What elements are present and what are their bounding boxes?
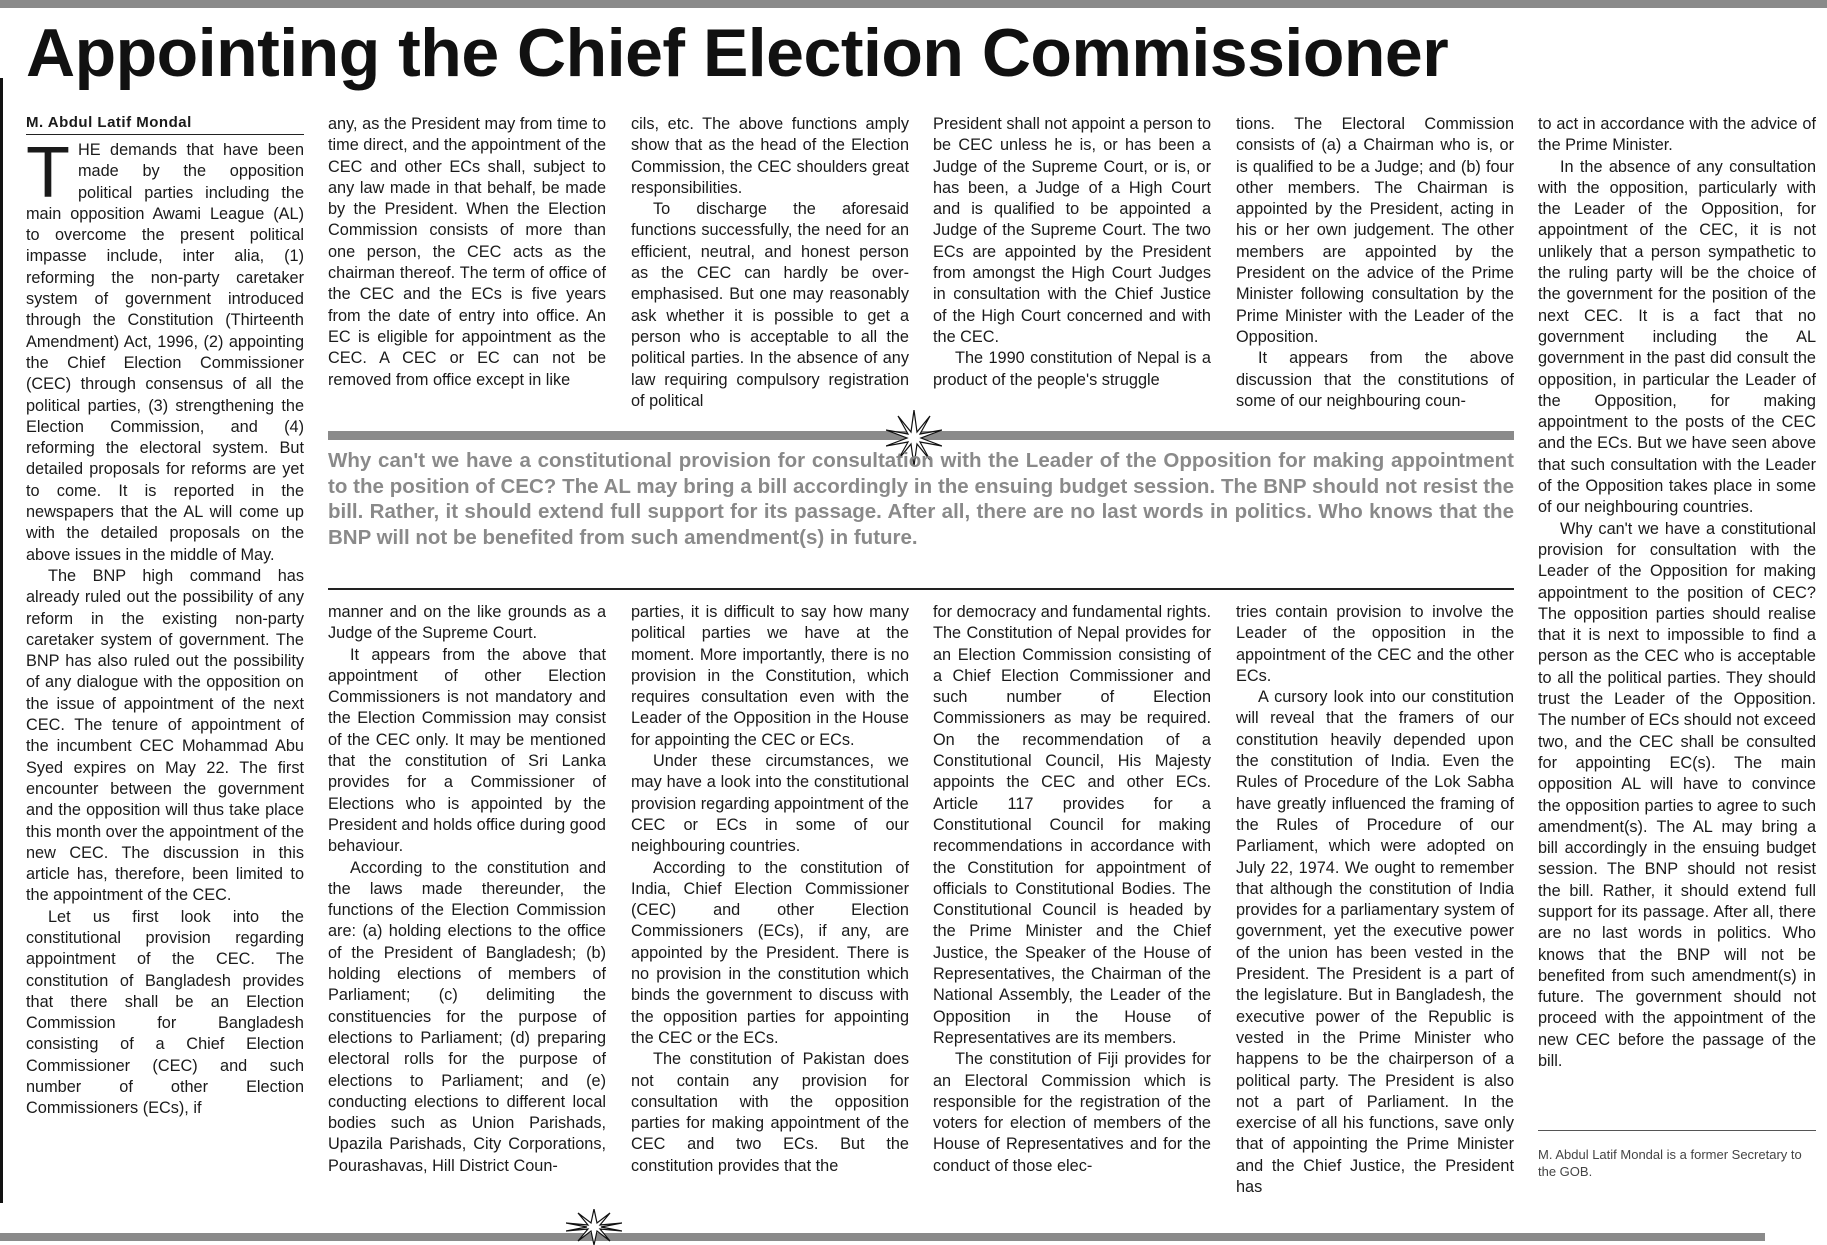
column-5-top-paragraph-2: It appears from the above discussion that the constitutions of some of our neighbouring coun- (1236, 349, 1514, 410)
column-2-bottom-paragraph-3: According to the constitution and the laws made thereunder, the functions of the Election Commission are: (a) holding elections to the office of the President of Bangladesh; (b) holding elections of members of Parliament; (c) delimiting the constituencies for the purpose of elections to Parliament; (d) preparing electoral rolls for the purpose of elections to Parliament; and (e) conducting elections to different local bodies such as Union Parishads, Upazila Parishads, City Corporations, Pourashavas, Hill District Coun- (328, 858, 606, 1175)
column-2-bottom-paragraph-1: manner and on the like grounds as a Judge of the Supreme Court. (328, 603, 606, 643)
column-1-paragraph-1 (26, 140, 304, 566)
column-6-paragraph-3: Why can't we have a constitutional provision for consultation with the Leader of the Opposition for making appointment to the position of CEC? The opposition parties should realise that it is next to impossible to find a person as the CEC who is acceptable to all the political parties. They should trust the Leader of the Opposition. The number of ECs should not exceed two, and the CEC shall be consulted for appointing EC(s). The main opposition AL will have to convince the opposition parties to agree to such amendment(s). The AL may bring a bill accordingly in the ensuing budget session. The BNP should not resist the bill. Rather, it should extend full support for its passage. After all, there are no last words in politics. Who knows that the BNP will not be benefited from such amendment(s) in future. The government should not proceed with the appointment of the new CEC before the passage of the bill. (1538, 519, 1816, 1071)
pull-quote-rule (328, 588, 1514, 590)
column-4-top-paragraph-1: President shall not appoint a person to be CEC unless he is, or has been a Judge of the Supreme Court, or is, or has been, a Judge of a High Court and is qualified to be appointed a Judge of the Supreme Court. The two ECs are appointed by the President from amongst the High Court Judges in consultation with the Chief Justice of the High Court concerned and with the CEC. (933, 115, 1211, 346)
column-3-top-paragraph-2: To discharge the aforesaid functions successfully, the need for an efficient, neutral, and honest person as the CEC can hardly be over-emphasised. But one may reasonably ask whether it is possible to get a person who is acceptable to all the political parties. In the absence of any law requiring compulsory registration of political (631, 200, 909, 410)
column-3-bottom-paragraph-2: Under these circumstances, we may have a look into the constitutional provision regarding appointment of the CEC or ECs in some of our neighbouring countries. (631, 752, 909, 856)
article-column-5-bottom (1236, 602, 1514, 1202)
article-column-2-top (328, 114, 606, 414)
article-column-4-top (933, 114, 1211, 414)
article-column-4-bottom (933, 602, 1211, 1202)
column-1-paragraph-1-text: HE demands that have been made by the opposition political parties including the main opposition Awami League (AL) to overcome the present political impasse include, inter alia, (1) reforming the non-party caretaker system of government introduced through the Constitution (Thirteenth Amendment) Act, 1996, (2) appointing the Chief Election Commissioner (CEC) through consensus of all the political parties, (3) strengthening the Election Commission, and (4) reforming the electoral system. But detailed proposals for reforms are yet to come. It is reported in the newspapers that the AL will come up with the detailed proposals on the above issues in the middle of May. (26, 141, 304, 564)
column-5-bottom-paragraph-1: tries contain provision to involve the Leader of the opposition in the appointment of the CEC and the other ECs. (1236, 603, 1514, 685)
column-6-paragraph-2: In the absence of any consultation with the opposition, particularly with the Leader of the Opposition, for appointment of the CEC, it is not unlikely that a person sympathetic to the ruling party will be the choice of the government for the position of the next CEC. It is a fact that no government including the AL government in the past did consult the opposition, in particular the Leader of the Opposition, for making appointment to the posts of the CEC and the ECs. But we have seen above that such consultation with the Leader of the Opposition takes place in some of our neighbouring countries. (1538, 157, 1816, 517)
column-5-top-paragraph-1: tions. The Electoral Commission consists of (a) a Chairman who is, or is qualified to be a Judge; and (b) four other members. The Chairman is appointed by the President, acting in his or her own judgement. The other members are appointed by the President on the advice of the Prime Minister following consultation by the Prime Minister with the Leader of the Opposition. (1236, 115, 1514, 346)
column-4-top-paragraph-2: The 1990 constitution of Nepal is a product of the people's struggle (933, 349, 1211, 389)
pull-quote: Why can't we have a constitutional provision for consultation with the Leader of the Opposition for making appointment to the position of CEC? The AL may bring a bill accordingly in the ensuing budget session. The BNP should not resist the bill. Rather, it should extend full support for its passage. After all, there are no last words in politics. Who knows that the BNP will not be benefited from such amendment(s) in future. (328, 449, 1514, 549)
drop-cap: T (26, 140, 70, 213)
top-rule (0, 0, 1827, 8)
article-column-1 (26, 140, 304, 1220)
column-1-paragraph-2: The BNP high command has already ruled out the possibility of any reform in the existing non-party caretaker system of government. The BNP has also ruled out the possibility of any dialogue with the opposition on the issue of appointment of the next CEC. The tenure of appointment of the incumbent CEC Mohammad Abu Syed expires on May 22. The first encounter between the government and the opposition will thus take place this month over the appointment of the new CEC. The discussion in this article has, therefore, been limited to the appointment of the CEC. (26, 566, 304, 905)
column-4-bottom-paragraph-2: The constitution of Fiji provides for an Electoral Commission which is responsible for the registration of the voters for election of members of the House of Representatives and for the conduct of those elec- (933, 1050, 1211, 1175)
column-3-top-paragraph-1: cils, etc. The above functions amply show that as the head of the Election Commission, the CEC shoulders great responsibilities. (631, 115, 909, 197)
article-column-3-top (631, 114, 909, 414)
column-5-bottom-paragraph-2: A cursory look into our constitution will reveal that the framers of our constitution heavily depended upon the constitution of India. Even the Rules of Procedure of the Lok Sabha have greatly influenced the framing of the Rules of Procedure of our Parliament, which were adopted on July 22, 1974. We ought to remember that although the constitution of India provides for a parliamentary system of government, yet the executive power of the union has been vested in the President. The President is a part of the legislature. But in Bangladesh, the executive power of the Republic is vested in the Prime Minister who happens to be the chairperson of a political party. The President is also not a part of Parliament. In the exercise of all his functions, save only that of appointing the Prime Minister and the Chief Justice, the President has (1236, 688, 1514, 1197)
article-column-5-top (1236, 114, 1514, 414)
headline: Appointing the Chief Election Commissioner (26, 15, 1449, 91)
column-6-paragraph-1: to act in accordance with the advice of the Prime Minister. (1538, 115, 1816, 155)
article-column-3-bottom (631, 602, 909, 1202)
left-border-rule (0, 78, 3, 1203)
column-3-bottom-paragraph-4: The constitution of Pakistan does not contain any provision for consultation with the opposition parties for making appointment of the CEC and two ECs. But the constitution provides that the (631, 1050, 909, 1175)
column-1-paragraph-3: Let us first look into the constitutional provision regarding appointment of the CEC. The constitution of Bangladesh provides that there shall be an Election Commission for Bangladesh consisting of a Chief Election Commissioner (CEC) and such number of other Election Commissioners (ECs), if (26, 907, 304, 1118)
author-note-rule (1538, 1130, 1816, 1131)
byline: M. Abdul Latif Mondal (26, 114, 304, 135)
article-column-2-bottom (328, 602, 606, 1202)
bottom-rule (0, 1233, 1765, 1241)
column-3-bottom-paragraph-3: According to the constitution of India, Chief Election Commissioner (CEC) and other Election Commissioners (ECs), if any, are appointed by the President. There is no provision in the constitution which binds the government to discuss with the opposition parties for appointing the CEC or the ECs. (631, 858, 909, 1047)
column-2-top-paragraph-1: any, as the President may from time to time direct, and the appointment of the CEC and other ECs shall, subject to any law made in that behalf, be made by the President. When the Election Commission consists of more than one person, the CEC acts as the chairman thereof. The term of office of the CEC and the ECs is five years from the date of entry into office. An EC is eligible for appointment as the CEC. A CEC or EC can not be removed from office except in like (328, 115, 606, 389)
article-column-6 (1538, 114, 1816, 1134)
starburst-ornament-bottom-icon (566, 1209, 622, 1245)
column-2-bottom-paragraph-2: It appears from the above that appointment of other Election Commissioners is not mandatory and the Election Commission may consist of the CEC only. It may be mentioned that the constitution of Sri Lanka provides for a Commissioner of Elections who is appointed by the President and holds office during good behaviour. (328, 645, 606, 856)
column-3-bottom-paragraph-1: parties, it is difficult to say how many political parties we have at the moment. More importantly, there is no provision in the Constitution, which requires consultation even with the Leader of the Opposition in the House for appointing the CEC or ECs. (631, 603, 909, 749)
column-4-bottom-paragraph-1: for democracy and fundamental rights. The Constitution of Nepal provides for an Election Commission consisting of a Chief Election Commissioner and such number of Election Commissioners as may be required. On the recommendation of a Constitutional Council, His Majesty appoints the CEC and other ECs. Article 117 provides for a Constitutional Council for making recommendations in accordance with the Constitution for appointment of officials to Constitutional Bodies. The Constitutional Council is headed by the Prime Minister and the Chief Justice, the Speaker of the House of Representatives, the Chairman of the National Assembly, the Leader of the Opposition in the House of Representatives are its members. (933, 603, 1211, 1047)
author-note: M. Abdul Latif Mondal is a former Secretary to the GOB. (1538, 1147, 1802, 1179)
